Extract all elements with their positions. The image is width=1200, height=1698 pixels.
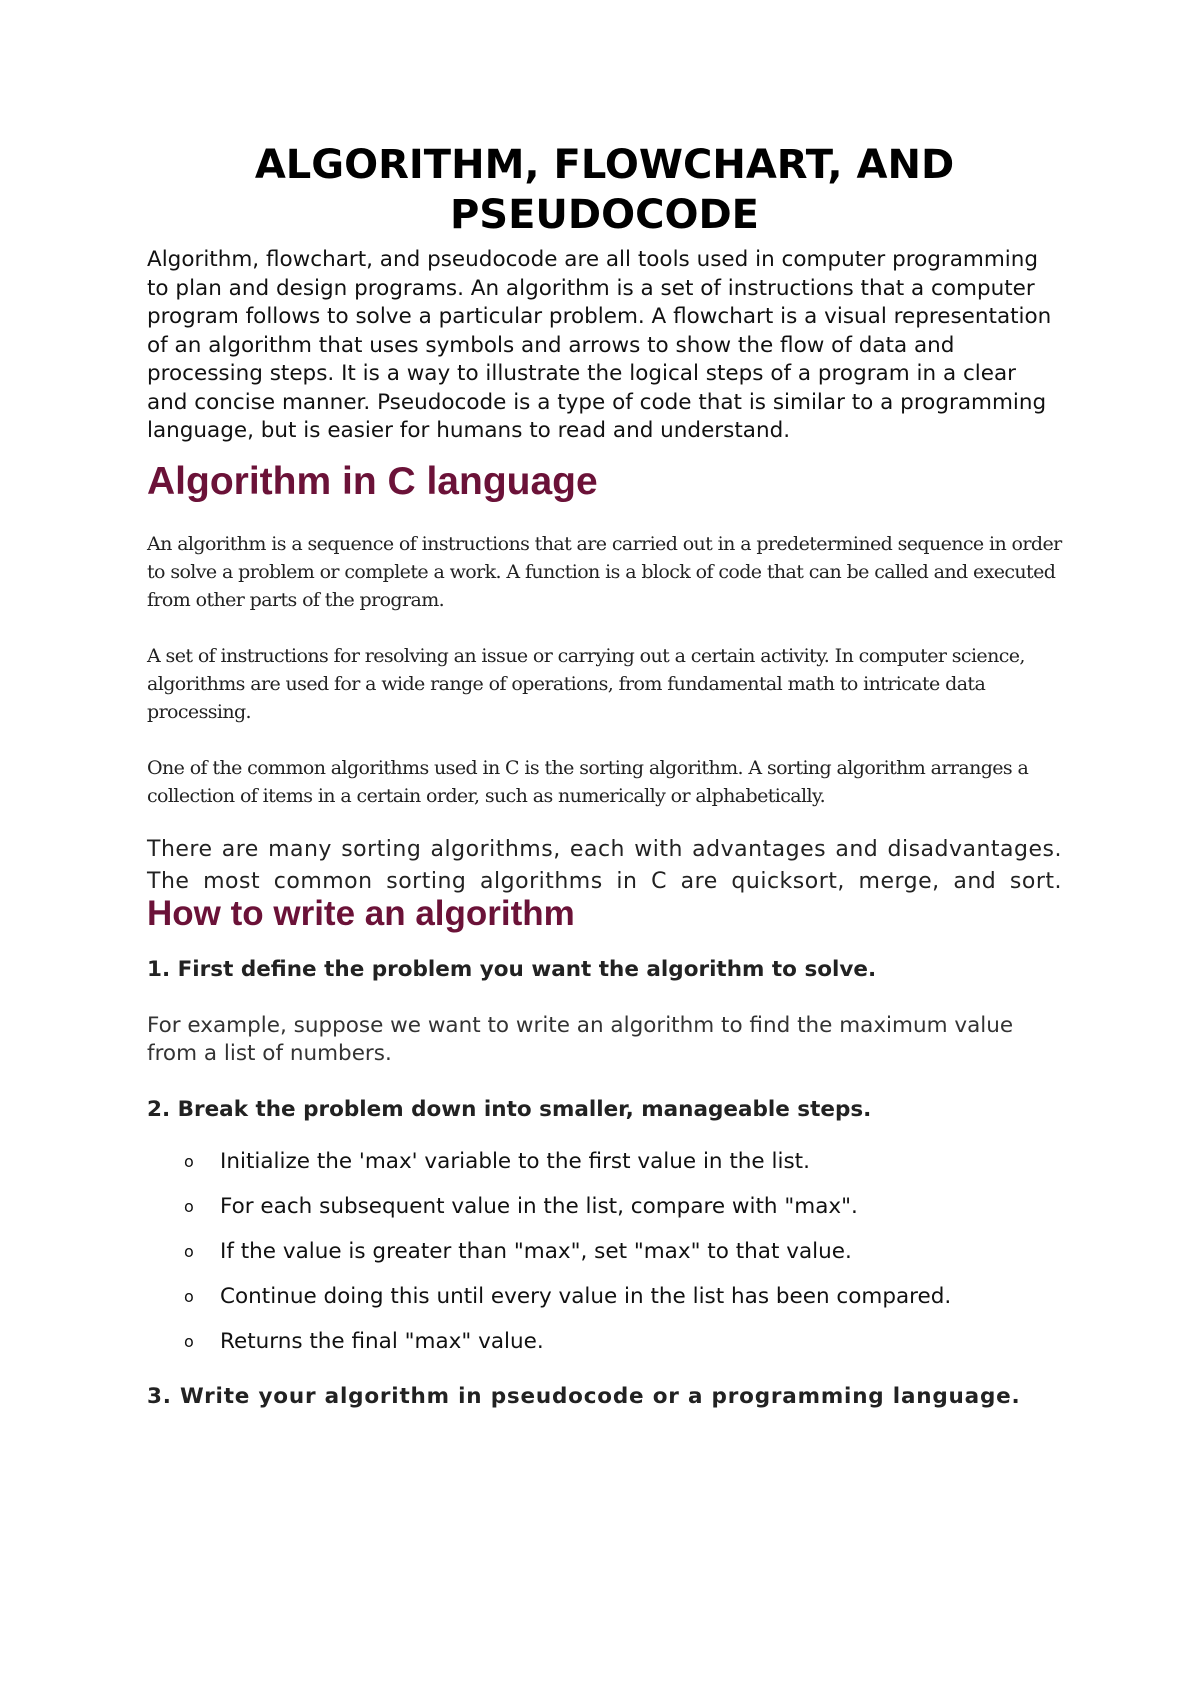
paragraph-instructions: A set of instructions for resolving an issue or carrying out a certain activity. In computer science, algorithms are used for a wide range of operations, from fundamental math to intricate data processing.: [147, 644, 1025, 723]
list-item-text: Continue doing this until every value in the list has been compared.: [220, 1283, 952, 1309]
bullet-icon: o: [184, 1331, 194, 1351]
list-item: [147, 1328, 1062, 1356]
list-item: [147, 1193, 1062, 1221]
list-item: [147, 1238, 1062, 1266]
paragraph-algorithm-definition: An algorithm is a sequence of instructions that are carried out in a predetermined sequence in order to solve a problem or complete a work. A function is a block of code that can be called and executed from other parts of the program.: [147, 532, 1062, 611]
list-item-text: For each subsequent value in the list, compare with "max".: [220, 1193, 858, 1219]
example-paragraph: For example, suppose we want to write an algorithm to find the maximum value from a list of numbers.: [147, 1012, 1014, 1066]
list-item: [147, 1283, 1062, 1311]
list-item: [147, 1148, 1062, 1176]
paragraph-sorting-algorithm: One of the common algorithms used in C is the sorting algorithm. A sorting algorithm arranges a collection of items in a certain order, such as numerically or alphabetically.: [147, 756, 1029, 807]
list-item-text: Initialize the 'max' variable to the first value in the list.: [220, 1148, 810, 1174]
section-heading-algorithm-in-c: Algorithm in C language: [147, 459, 598, 503]
section-heading-how-to-write: How to write an algorithm: [147, 893, 575, 933]
list-item-text: If the value is greater than "max", set "max" to that value.: [220, 1238, 852, 1264]
document-title: ALGORITHM, FLOWCHART, AND PSEUDOCODE: [254, 142, 955, 238]
bullet-icon: o: [184, 1241, 194, 1261]
paragraph-sorting-types: [147, 834, 1062, 935]
bullet-icon: o: [184, 1151, 194, 1171]
intro-paragraph: Algorithm, flowchart, and pseudocode are all tools used in computer programming to plan and design programs. An algorithm is a set of instructions that a computer program follows to solve a particular problem. A flowchart is a visual representation of an algorithm that uses symbols and arrows to show the flow of data and processing steps. It is a way to illustrate the logical steps of a program in a clear and concise manner. Pseudocode is a type of code that is similar to a programming language, but is easier for humans to read and understand.: [147, 247, 1052, 443]
bullet-icon: o: [184, 1196, 194, 1216]
document-page: [147, 140, 1062, 1411]
bullet-icon: o: [184, 1286, 194, 1306]
step-2-heading: 2. Break the problem down into smaller, manageable steps.: [147, 1096, 872, 1122]
step-3-heading: 3. Write your algorithm in pseudocode or a programming language.: [147, 1383, 1021, 1409]
steps-list: [147, 1148, 1062, 1356]
sorting-types-text: There are many sorting algorithms, each with advantages and disadvantages. The most common sorting algorithms in C are quicksort, merge, and sort.: [147, 836, 1062, 894]
step-1-heading: 1. First define the problem you want the algorithm to solve.: [147, 956, 877, 982]
list-item-text: Returns the final "max" value.: [220, 1328, 544, 1354]
